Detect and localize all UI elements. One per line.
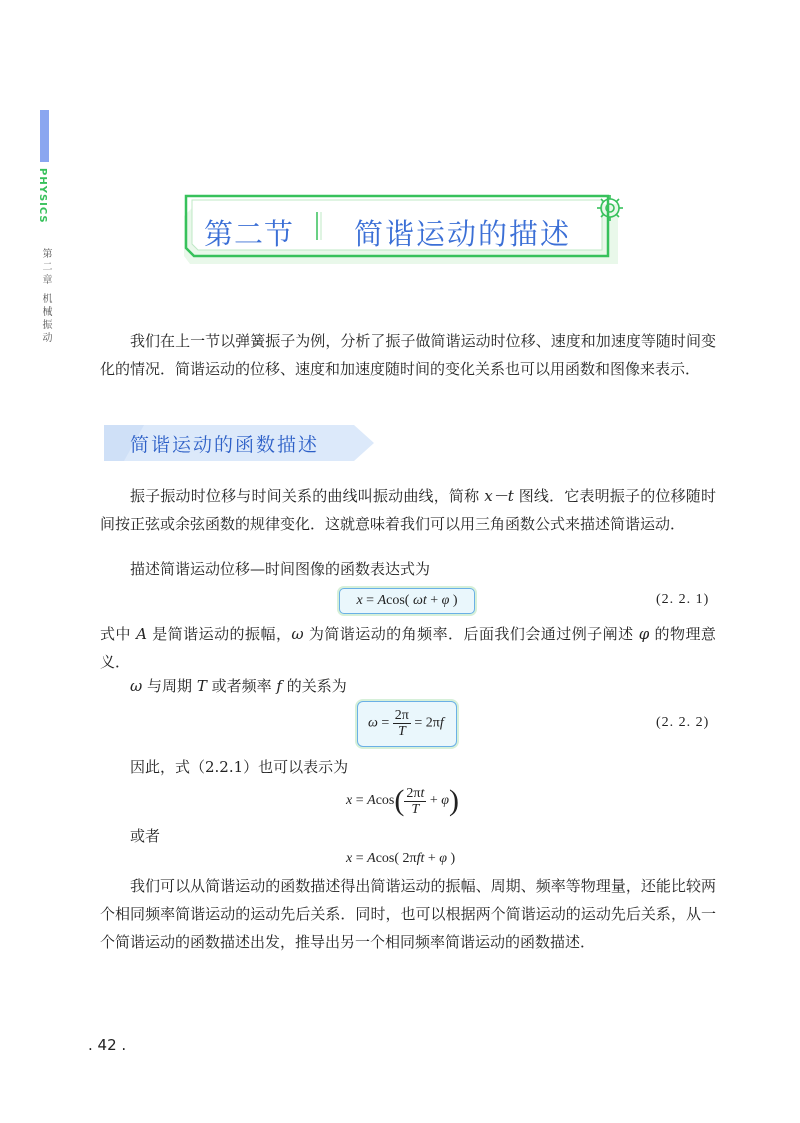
side-subject-label: PHYSICS [37, 168, 48, 224]
equation-alt-frequency: x = Acos( 2πft + φ ) [346, 851, 456, 866]
paragraph-conclusion: 我们可以从简谐运动的函数描述得出简谐运动的振幅、周期、频率等物理量，还能比较两个相同频率简谐运动的运动先后关系．同时，也可以根据两个简谐运动的运动先后关系，从一个简谐运动的函数描述出发，推导出另一个相同频率简谐运动的函数描述． [100, 877, 716, 951]
subheading [104, 425, 376, 461]
equation-alt-period: x = Acos( $\frac{2\pi t}{T}$ + φ) [346, 784, 459, 817]
intro-paragraph: 我们在上一节以弹簧振子为例，分析了振子做简谐运动时位移、速度和加速度等随时间变化的情况．简谐运动的位移、速度和加速度随时间的变化关系也可以用函数和图像来表示． [100, 332, 716, 378]
paragraph-curve: 振子振动时位移与时间关系的曲线叫振动曲线，简称 x－t 图线．它表明振子的位移随时间按正弦或余弦函数的规律变化．这就意味着我们可以用三角函数公式来描述简谐运动． [100, 487, 716, 533]
paragraph-expression-intro: 描述简谐运动位移—时间图像的函数表达式为 [130, 560, 431, 578]
section-number: 第二节 [204, 217, 295, 251]
subheading-text: 简谐运动的函数描述 [130, 434, 320, 456]
section-title: 简谐运动的描述 [354, 217, 572, 251]
page-number: . 42 . [88, 1036, 127, 1054]
equation-2-2-1: x = Acos( ωt + φ ) [339, 588, 475, 614]
paragraph-therefore: 因此，式（2.2.1）也可以表示为 [130, 758, 349, 776]
equation-label-2: (2. 2. 2) [656, 715, 710, 730]
paragraph-omega-relation: ω 与周期 T 或者频率 f 的关系为 [130, 677, 347, 695]
equation-2-2-2: ω = $\frac{2\pi}{T}$ = 2πf [357, 701, 457, 747]
side-chapter-label: 第二章 机械振动 [40, 248, 51, 346]
side-color-bar [40, 110, 49, 162]
section-title-banner [178, 186, 634, 270]
equation-label-1: (2. 2. 1) [656, 592, 710, 607]
paragraph-or: 或者 [130, 827, 161, 845]
paragraph-amplitude: 式中 A 是简谐运动的振幅，ω 为简谐运动的角频率．后面我们会通过例子阐述 φ 的物理意义． [100, 625, 716, 671]
